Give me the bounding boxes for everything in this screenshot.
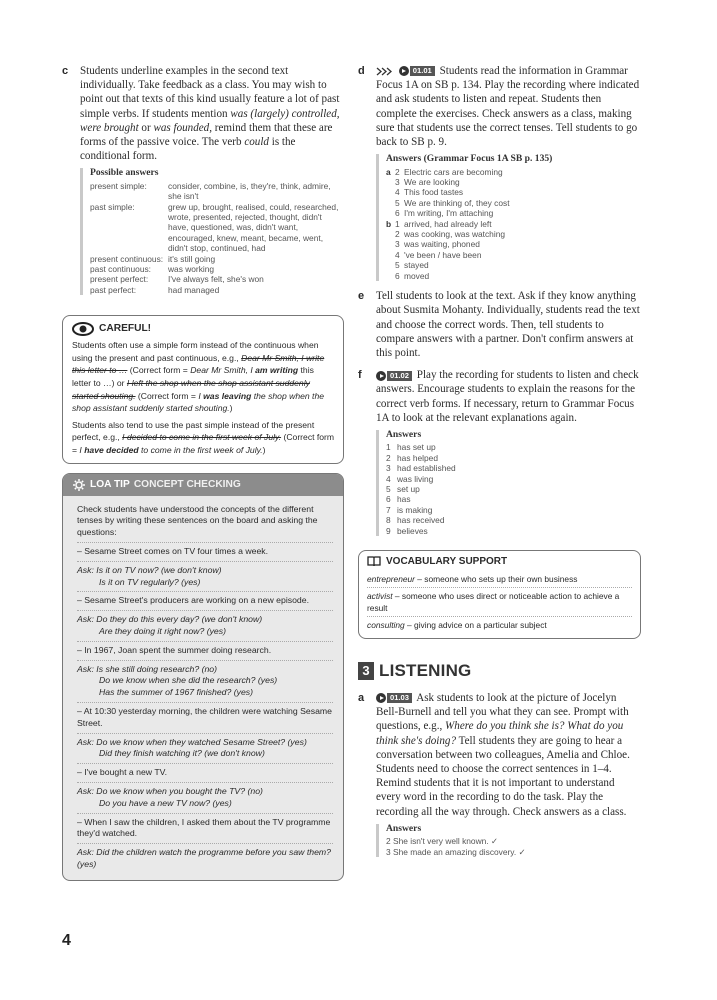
loa-tip-line: Do we know when she did the research? (yes) [99, 675, 278, 686]
step-c [62, 64, 344, 163]
answer-text: This food tastes [404, 187, 464, 198]
page-number: 4 [62, 932, 71, 949]
loa-tip-label: LOA TIP [90, 478, 130, 490]
answer-number: 6 [386, 494, 391, 505]
answer-text: has set up [397, 442, 436, 453]
step-text: is the conditional form. [80, 136, 296, 163]
answer-value: I've always felt, she's won [168, 274, 264, 285]
answer-row [386, 515, 641, 525]
loa-tip-line: Ask: Is she still doing research? (no) [77, 663, 218, 674]
answer-group-letter [386, 250, 395, 260]
answers-box-grammar-focus [376, 154, 641, 281]
answer-row [386, 239, 641, 249]
answer-number: 5 [386, 483, 391, 494]
answers-heading: Answers (Grammar Focus 1A SB p. 135) [386, 153, 553, 165]
loa-tip-item [77, 642, 333, 661]
answer-value: had managed [168, 284, 220, 295]
loa-tip-box [62, 473, 344, 881]
answer-row: 2 She isn't very well known. ✓ [386, 836, 498, 847]
answer-text: 've been / have been [404, 249, 482, 260]
answer-text: has [397, 494, 411, 505]
vocab-definition: – someone who sets up their own business [414, 573, 578, 584]
answer-label: past continuous: [90, 264, 151, 275]
loa-tip-line: – Sesame Street comes on TV four times a week. [77, 546, 269, 557]
vocab-title-row [367, 556, 632, 568]
loa-tip-item [77, 592, 333, 611]
answer-row [386, 271, 641, 281]
answer-value: was working [168, 264, 215, 275]
answer-number: 3 [395, 239, 400, 250]
step-f [358, 368, 641, 425]
answer-row [90, 285, 344, 295]
answer-text: set up [397, 483, 420, 494]
answer-row [386, 494, 641, 504]
loa-tip-item [77, 543, 333, 562]
answer-row [386, 260, 641, 270]
answer-group-letter [386, 187, 395, 197]
answer-row [386, 505, 641, 515]
step-letter: a [358, 691, 365, 704]
left-column [62, 64, 344, 881]
answer-group-letter: a [386, 166, 391, 177]
step-italic: could [244, 136, 269, 149]
step-text: Ask students to look at the picture of Jocelyn Bell-Burnell and tell you what they can see. Prompt with questions, e.g., [376, 691, 629, 733]
answer-number: 7 [386, 504, 391, 515]
answer-row [90, 274, 344, 284]
answer-label: present simple: [90, 180, 147, 191]
answer-number: 1 [386, 442, 391, 453]
answer-value: consider, combine, is, they're, think, admire, she isn't [168, 180, 331, 202]
audio-track-number: 01.02 [387, 371, 412, 381]
loa-tip-title: CONCEPT CHECKING [133, 478, 241, 490]
answer-number: 4 [395, 187, 400, 198]
step-text: Students read the information in Grammar Focus 1A on SB p. 134. Play the recording where indicated and ask students to listen and repeat. Students then complete the exercises. Check answers as a class, making sure that students use the correct tenses. Tell students to go back to SB p. 9. [376, 65, 640, 149]
answer-text: arrived, had already left [404, 218, 492, 229]
vocabulary-support-box [358, 550, 641, 639]
loa-tip-line: Is it on TV regularly? (yes) [99, 576, 201, 587]
answer-row [386, 219, 641, 229]
answer-row [90, 254, 344, 264]
loa-tip-body [63, 496, 343, 880]
answer-number: 8 [386, 515, 391, 526]
step-letter: e [358, 290, 365, 303]
answer-text: believes [397, 525, 428, 536]
answer-text: was living [397, 473, 434, 484]
answer-row [386, 177, 641, 187]
play-icon [376, 693, 386, 703]
loa-tip-line: Ask: Do we know when they watched Sesame Street? (yes) [77, 736, 307, 747]
answer-group-letter [386, 260, 395, 270]
loa-tip-line: – At 10:30 yesterday morning, the children were watching Sesame Street. [77, 706, 332, 728]
answer-row [386, 208, 641, 218]
answer-number: 9 [386, 525, 391, 536]
step-letter: f [358, 369, 362, 382]
eye-icon [72, 322, 94, 336]
loa-tip-line: Has the summer of 1967 finished? (yes) [99, 687, 254, 698]
answer-text: Electric cars are becoming [404, 166, 503, 177]
answer-number: 2 [395, 229, 400, 240]
answer-row [90, 181, 344, 202]
loa-tip-line: – I've bought a new TV. [77, 767, 168, 778]
loa-tip-line: Ask: Do we know when you bought the TV? (no) [77, 785, 263, 796]
answer-row [386, 453, 641, 463]
loa-tip-item [77, 611, 333, 642]
answer-row [386, 250, 641, 260]
answers-heading: Answers [386, 428, 422, 440]
answer-text: moved [404, 270, 430, 281]
right-column [358, 64, 641, 863]
loa-tip-line: Are they doing it right now? (yes) [99, 626, 226, 637]
answer-group-letter [386, 208, 395, 218]
answer-row [90, 202, 344, 254]
vocab-item [367, 617, 632, 633]
answer-text: I'm writing, I'm attaching [404, 208, 494, 219]
answer-row [386, 463, 641, 473]
possible-answers-box [80, 168, 344, 295]
book-icon [367, 556, 381, 567]
loa-tip-line: Ask: Did the children watch the programme before you saw them? (yes) [77, 847, 331, 869]
step-text: remind them that these are forms of the passive voice. The verb [80, 121, 333, 149]
chevrons-icon [376, 67, 394, 76]
answer-text: We are thinking of, they cost [404, 197, 510, 208]
step-italic: was founded, [153, 121, 213, 134]
answer-group-letter [386, 239, 395, 249]
answer-text: was waiting, phoned [404, 239, 480, 250]
loa-tip-item [77, 783, 333, 814]
answer-text: We are looking [404, 177, 460, 188]
gear-icon [73, 479, 85, 491]
loa-tip-item [77, 734, 333, 765]
loa-tip-line: Ask: Do they do this every day? (we don't know) [77, 614, 263, 625]
section-number: 3 [358, 662, 374, 680]
loa-tip-item [77, 844, 333, 874]
answer-text: has helped [397, 452, 438, 463]
careful-paragraph-1: Students often use a simple form instead of the continuous when using the present and past continuous, e.g., Dear Mr Smith, I write this letter to … (Correct form = Dear Mr Smith, I am writing this letter to …) or I left the shop when the shop assistant suddenly started shouting. (Correct form = I was leaving the shop when the shop assistant suddenly started shouting.) [72, 340, 325, 414]
vocab-item [367, 588, 632, 617]
step-letter: d [358, 65, 365, 77]
answer-value: grew up, brought, realised, could, researched, wrote, presented, rejected, thought, didn't have, questioned, was, didn't want, encouraged, knew, meant, became, went, didn't stop, continued, had [168, 201, 339, 254]
answer-row [386, 198, 641, 208]
answer-number: 4 [395, 249, 400, 260]
answer-group-letter [386, 229, 395, 239]
answer-number: 2 [386, 452, 391, 463]
step-text: Tell students to look at the text. Ask if they know anything about Susmita Mohanty. Individually, students read the text and choose the correct words. Then, tell students to compare answers with a partner. Don't confirm answers at this point. [376, 290, 640, 359]
vocab-definition: – giving advice on a particular subject [404, 619, 547, 630]
play-icon [399, 66, 409, 76]
step-text: Play the recording for students to listen and check answers. Encourage students to explain the reasons for the correct verb forms. If necessary, return to Grammar Focus 1A to look at the relevant explanations again. [376, 369, 639, 424]
answer-number: 1 [395, 218, 400, 229]
loa-tip-item [77, 764, 333, 783]
loa-tip-item [77, 661, 333, 703]
answer-row: 3 She made an amazing discovery. ✓ [386, 846, 526, 857]
loa-tip-line: Do you have a new TV now? (yes) [99, 797, 232, 808]
answer-row [386, 229, 641, 239]
answer-label: present perfect: [90, 274, 149, 285]
audio-track-button[interactable] [376, 371, 412, 381]
answer-text: is making [397, 504, 433, 515]
answers-heading: Answers [386, 822, 422, 834]
answer-text: has received [397, 515, 445, 526]
answer-label: past simple: [90, 201, 135, 212]
step-italic: was (largely) controlled, were brought [80, 107, 340, 134]
answer-value: it's still going [168, 253, 216, 264]
answer-row [386, 474, 641, 484]
possible-answers-heading: Possible answers [90, 167, 159, 179]
step-italic: Where do you think she is? What do you think she's doing? [376, 720, 624, 747]
answer-number: 6 [395, 270, 400, 281]
careful-title-row [72, 322, 335, 336]
answer-row [386, 442, 641, 452]
answer-number: 5 [395, 260, 400, 271]
loa-tip-header [63, 474, 343, 496]
answer-row [386, 484, 641, 494]
vocab-item [367, 571, 632, 588]
loa-tip-line: Did they finish watching it? (we don't know) [99, 748, 265, 759]
answer-row [90, 264, 344, 274]
answer-number: 3 [395, 177, 400, 188]
answer-row [386, 526, 641, 536]
loa-tip-intro: Check students have understood the concepts of the different tenses by writing these sentences on the board and asking the questions: [77, 501, 333, 543]
step-e [358, 289, 641, 360]
answer-group-letter [386, 177, 395, 187]
step-d [358, 64, 641, 149]
answer-label: present continuous: [90, 253, 164, 264]
vocab-title: VOCABULARY SUPPORT [386, 555, 508, 567]
loa-tip-line: – In 1967, Joan spent the summer doing research. [77, 644, 272, 655]
answer-text: stayed [404, 260, 429, 271]
careful-box [62, 315, 344, 463]
vocab-definition: – someone who uses direct or noticeable action to achieve a result [367, 590, 620, 613]
answer-number: 5 [395, 197, 400, 208]
answer-row [386, 187, 641, 197]
loa-tip-item [77, 814, 333, 845]
answer-group-letter [386, 198, 395, 208]
audio-track-button[interactable] [376, 693, 412, 703]
answers-box-a [376, 824, 641, 857]
careful-paragraph-2: Students also tend to use the past simple instead of the present perfect, e.g., I decided to come in the first week of July. (Correct form = I have decided to come in the first week of July.) [72, 419, 335, 456]
answer-text: was cooking, was watching [404, 229, 506, 240]
loa-tip-line: – Sesame Street's producers are working on a new episode. [77, 595, 310, 606]
loa-tip-item [77, 703, 333, 734]
step-text: or [138, 121, 154, 134]
answer-group-letter: b [386, 218, 392, 229]
audio-track-button[interactable] [399, 66, 435, 76]
answers-box-f [376, 430, 641, 536]
play-icon [376, 371, 386, 381]
answer-number: 6 [395, 208, 400, 219]
audio-track-number: 01.01 [410, 66, 435, 76]
answer-number: 3 [386, 463, 391, 474]
step-text: Tell students they are going to hear a conversation between two colleagues, Amelia and Chloe. Students need to choose the correct sentences in 1–4. Remind students that it is not important to understand every word in the recording to do the task. Play the recording all the way through. Check answers as a class. [376, 734, 630, 818]
answer-number: 4 [386, 473, 391, 484]
step-letter: c [62, 65, 69, 77]
step-text: Students underline examples in the second text individually. Take feedback as a class. You may wish to point out that texts of this kind usually feature a lot of past simple verbs. If students mention [80, 65, 340, 120]
vocab-term: consulting [367, 619, 405, 630]
vocab-term: activist [367, 590, 393, 601]
audio-track-number: 01.03 [387, 693, 412, 703]
answer-text: had established [397, 463, 456, 474]
loa-tip-item [77, 562, 333, 593]
answer-number: 2 [395, 166, 400, 177]
section-heading [358, 661, 641, 681]
vocab-term: entrepreneur [367, 573, 415, 584]
answer-row [386, 167, 641, 177]
careful-title: CAREFUL! [99, 323, 152, 334]
loa-tip-line: – When I saw the children, I asked them about the TV programme they'd watched. [77, 816, 331, 839]
section-title: LISTENING [379, 660, 472, 680]
answer-group-letter [386, 271, 395, 281]
answer-label: past perfect: [90, 284, 137, 295]
loa-tip-line: Ask: Is it on TV now? (we don't know) [77, 564, 222, 575]
step-a [358, 691, 641, 819]
